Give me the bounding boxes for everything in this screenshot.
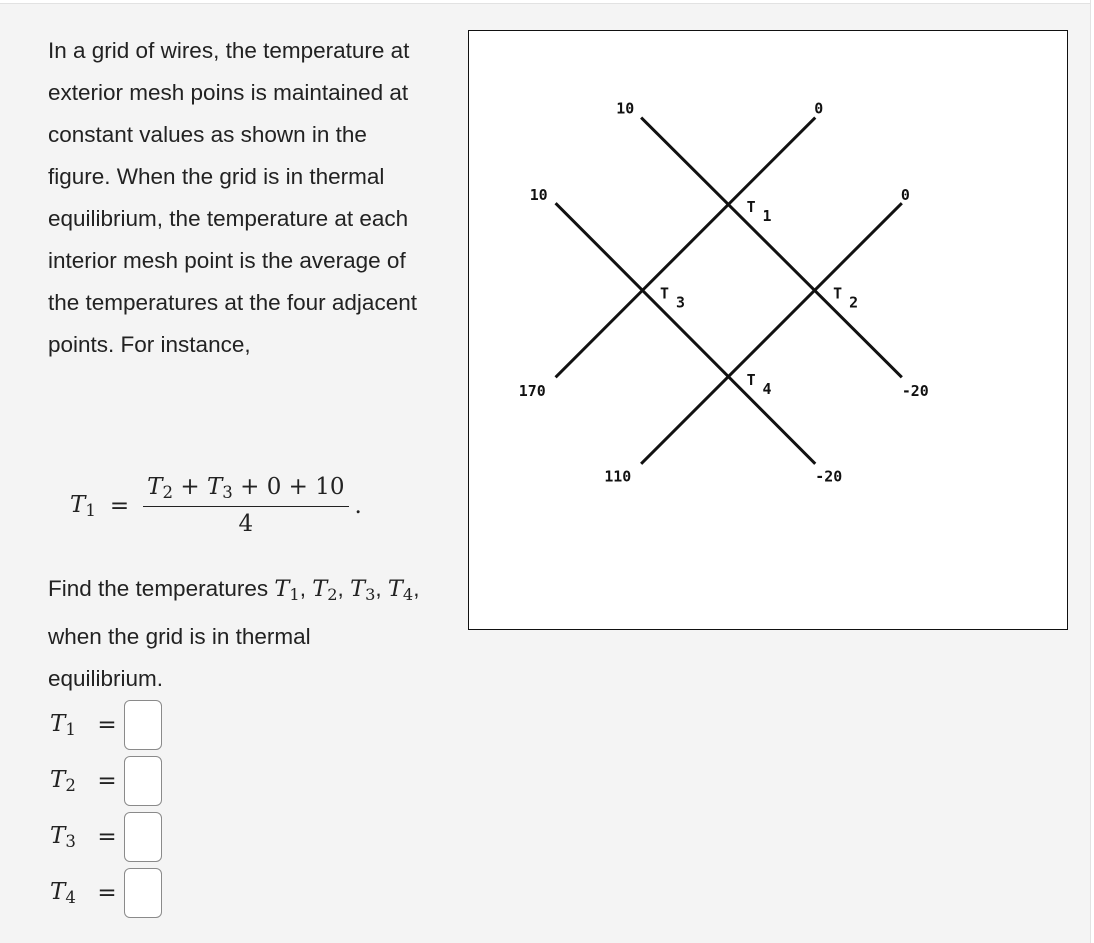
svg-text:T: T <box>746 371 756 390</box>
equals-sign: = <box>97 768 117 794</box>
boundary-label: 0 <box>814 99 824 118</box>
equals-sign: = <box>97 880 117 906</box>
formula-denominator: 4 <box>238 511 254 538</box>
boundary-label: -20 <box>901 382 929 401</box>
svg-text:3: 3 <box>675 293 685 312</box>
formula-period: . <box>354 492 362 519</box>
wire-line <box>641 203 902 464</box>
node-label-t3 <box>660 285 685 312</box>
formula-fraction <box>143 474 348 537</box>
formula-numerator: $T_2 + T_3 + 0 + 10$ <box>143 474 348 507</box>
answer-label-t1: $T_1$ <box>50 710 76 740</box>
wire-grid-svg <box>469 31 1066 628</box>
boundary-label: 170 <box>518 382 546 401</box>
answer-row-t4 <box>50 865 162 921</box>
boundary-label: 10 <box>616 99 635 118</box>
svg-text:T: T <box>660 284 670 303</box>
card-border-right <box>1090 0 1094 943</box>
svg-text:1: 1 <box>762 207 772 226</box>
boundary-label: -20 <box>815 467 843 486</box>
node-label-t4 <box>747 371 772 398</box>
example-formula <box>70 474 362 537</box>
equals-sign: = <box>97 712 117 738</box>
answer-input-t4[interactable] <box>124 868 162 918</box>
boundary-label: 10 <box>529 186 548 205</box>
wire-line <box>556 118 816 378</box>
answer-label-t4: $T_4$ <box>50 878 76 908</box>
wire-grid-diagram <box>468 30 1068 630</box>
answer-list <box>50 697 162 921</box>
answer-row-t3 <box>50 809 162 865</box>
equals-sign: = <box>97 824 117 850</box>
answer-input-t3[interactable] <box>124 812 162 862</box>
formula-equals: = <box>109 492 130 519</box>
answer-input-t2[interactable] <box>124 756 162 806</box>
problem-intro: In a grid of wires, the temperature at exterior mesh poins is maintained at constant values as shown in the figure. When the grid is in thermal equilibrium, the temperature at each interior mesh point is the average of the temperatures at the four adjacent points. For instance, <box>48 38 417 357</box>
boundary-label: 0 <box>900 186 910 205</box>
svg-text:2: 2 <box>849 293 859 312</box>
answer-row-t2 <box>50 753 162 809</box>
card-border-top <box>0 0 1094 4</box>
answer-label-t3: $T_3$ <box>50 822 76 852</box>
boundary-label: 110 <box>604 467 632 486</box>
node-label-t2 <box>833 285 858 312</box>
problem-question: Find the temperatures $T_1$, $T_2$, $T_3$, $T_4$, when the grid is in thermal equilibrium. <box>48 576 426 692</box>
answer-row-t1 <box>50 697 162 753</box>
answer-label-t2: $T_2$ <box>50 766 76 796</box>
answer-input-t1[interactable] <box>124 700 162 750</box>
formula-lhs: $T_1$ <box>70 491 96 520</box>
svg-text:T: T <box>746 198 756 217</box>
svg-text:4: 4 <box>762 380 772 399</box>
wire-line <box>556 203 816 464</box>
svg-text:T: T <box>833 284 843 303</box>
wire-line <box>641 118 902 378</box>
node-label-t1 <box>747 198 772 225</box>
